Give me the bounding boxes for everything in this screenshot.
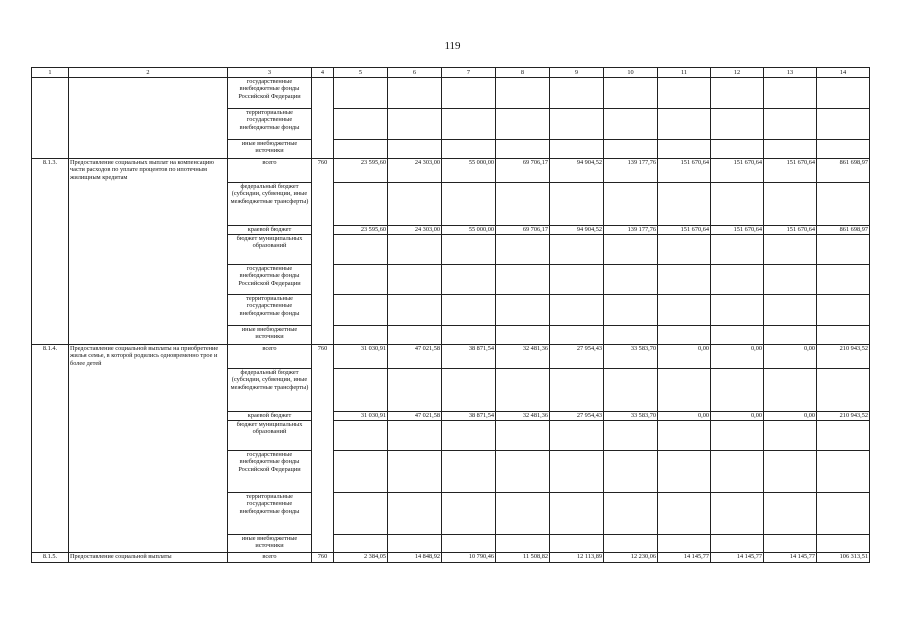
value-cell: [496, 326, 550, 345]
value-cell: [658, 295, 711, 326]
value-cell: [550, 183, 604, 226]
column-header: 3: [228, 68, 312, 78]
value-cell: 24 303,00: [388, 226, 442, 235]
source-cell: краевой бюджет: [228, 412, 312, 421]
item-number-cell: 8.1.5.: [32, 553, 69, 563]
value-cell: 2 384,05: [334, 553, 388, 563]
value-cell: [711, 369, 764, 412]
value-cell: [764, 369, 817, 412]
value-cell: 151 670,64: [658, 226, 711, 235]
source-cell: всего: [228, 159, 312, 183]
value-cell: [442, 326, 496, 345]
value-cell: [334, 421, 388, 451]
column-header: 4: [312, 68, 334, 78]
source-cell: федеральный бюджет (субсидии, субвенции, иные межбюджетные трансферты): [228, 183, 312, 226]
value-cell: [658, 535, 711, 553]
value-cell: 69 706,17: [496, 226, 550, 235]
column-header: 2: [69, 68, 228, 78]
source-cell: территориальные государственные внебюджетные фонды: [228, 493, 312, 535]
item-title-cell: Предоставление социальной выплаты на приобретение жилья семье, в которой родились одновременно трое и более детей: [69, 345, 228, 553]
value-cell: [442, 421, 496, 451]
value-cell: [604, 535, 658, 553]
value-cell: 0,00: [764, 345, 817, 369]
value-cell: [711, 451, 764, 493]
value-cell: 33 583,70: [604, 412, 658, 421]
value-cell: [711, 183, 764, 226]
value-cell: [388, 451, 442, 493]
value-cell: 33 583,70: [604, 345, 658, 369]
column-number-row: [32, 68, 870, 78]
value-cell: [496, 369, 550, 412]
value-cell: 47 021,58: [388, 412, 442, 421]
value-cell: [550, 326, 604, 345]
item-number-cell: 8.1.4.: [32, 345, 69, 553]
table-row: [32, 345, 870, 369]
value-cell: 94 904,52: [550, 159, 604, 183]
value-cell: 23 595,60: [334, 226, 388, 235]
source-cell: всего: [228, 553, 312, 563]
source-cell: краевой бюджет: [228, 226, 312, 235]
value-cell: [334, 295, 388, 326]
value-cell: 94 904,52: [550, 226, 604, 235]
value-cell: [817, 183, 870, 226]
value-cell: 14 145,77: [711, 553, 764, 563]
value-cell: [334, 183, 388, 226]
budget-table: [31, 67, 870, 563]
value-cell: 0,00: [658, 345, 711, 369]
value-cell: [388, 265, 442, 295]
value-cell: 14 145,77: [658, 553, 711, 563]
value-cell: [764, 235, 817, 265]
item-number-cell: 8.1.3.: [32, 159, 69, 345]
value-cell: 151 670,64: [711, 226, 764, 235]
column-header: 9: [550, 68, 604, 78]
value-cell: [550, 235, 604, 265]
value-cell: 139 177,76: [604, 159, 658, 183]
value-cell: 0,00: [711, 345, 764, 369]
source-cell: государственные внебюджетные фонды Российской Федерации: [228, 78, 312, 109]
column-header: 1: [32, 68, 69, 78]
source-cell: иные внебюджетные источники: [228, 535, 312, 553]
value-cell: [550, 451, 604, 493]
source-cell: бюджет муниципальных образований: [228, 421, 312, 451]
value-cell: [442, 295, 496, 326]
value-cell: [496, 493, 550, 535]
value-cell: 24 303,00: [388, 159, 442, 183]
value-cell: [817, 265, 870, 295]
code-cell: 760: [312, 553, 334, 563]
value-cell: 10 790,46: [442, 553, 496, 563]
value-cell: [817, 451, 870, 493]
value-cell: [817, 493, 870, 535]
value-cell: [658, 493, 711, 535]
value-cell: [496, 183, 550, 226]
source-cell: территориальные государственные внебюджетные фонды: [228, 295, 312, 326]
code-cell: 760: [312, 345, 334, 553]
value-cell: [764, 183, 817, 226]
value-cell: [658, 421, 711, 451]
value-cell: [388, 326, 442, 345]
value-cell: [550, 421, 604, 451]
value-cell: 55 000,00: [442, 159, 496, 183]
value-cell: [496, 235, 550, 265]
value-cell: [550, 535, 604, 553]
value-cell: [817, 535, 870, 553]
value-cell: 55 000,00: [442, 226, 496, 235]
value-cell: [658, 326, 711, 345]
value-cell: 14 145,77: [764, 553, 817, 563]
value-cell: 38 871,54: [442, 412, 496, 421]
value-cell: [388, 295, 442, 326]
table-row: [32, 78, 870, 109]
value-cell: [764, 265, 817, 295]
value-cell: 0,00: [658, 412, 711, 421]
value-cell: 38 871,54: [442, 345, 496, 369]
value-cell: [442, 451, 496, 493]
value-cell: [658, 235, 711, 265]
value-cell: [604, 369, 658, 412]
value-cell: 151 670,64: [658, 159, 711, 183]
column-header: 10: [604, 68, 658, 78]
value-cell: 139 177,76: [604, 226, 658, 235]
source-cell: иные внебюджетные источники: [228, 326, 312, 345]
value-cell: [711, 421, 764, 451]
value-cell: [764, 451, 817, 493]
column-header: 13: [764, 68, 817, 78]
value-cell: [604, 183, 658, 226]
code-cell: 760: [312, 159, 334, 345]
source-cell: государственные внебюджетные фонды Российской Федерации: [228, 265, 312, 295]
value-cell: [604, 451, 658, 493]
value-cell: [550, 295, 604, 326]
value-cell: 0,00: [711, 412, 764, 421]
value-cell: 32 481,36: [496, 412, 550, 421]
value-cell: [442, 235, 496, 265]
value-cell: [604, 235, 658, 265]
source-cell: всего: [228, 345, 312, 369]
value-cell: [604, 326, 658, 345]
table-row: [32, 553, 870, 563]
value-cell: 106 313,51: [817, 553, 870, 563]
value-cell: [550, 369, 604, 412]
value-cell: [496, 295, 550, 326]
value-cell: [388, 369, 442, 412]
value-cell: [817, 421, 870, 451]
value-cell: [550, 265, 604, 295]
value-cell: 151 670,64: [711, 159, 764, 183]
column-header: 5: [334, 68, 388, 78]
value-cell: [817, 235, 870, 265]
column-header: 14: [817, 68, 870, 78]
source-cell: государственные внебюджетные фонды Российской Федерации: [228, 451, 312, 493]
source-cell: федеральный бюджет (субсидии, субвенции, иные межбюджетные трансферты): [228, 369, 312, 412]
table-row: [32, 159, 870, 183]
value-cell: [496, 265, 550, 295]
column-header: 8: [496, 68, 550, 78]
value-cell: [817, 295, 870, 326]
value-cell: 14 848,92: [388, 553, 442, 563]
value-cell: [711, 535, 764, 553]
item-title-cell: Предоставление социальных выплат на компенсацию части расходов по уплате процентов по ипотечным жилищным кредитам: [69, 159, 228, 345]
value-cell: 12 113,89: [550, 553, 604, 563]
value-cell: [764, 535, 817, 553]
source-cell: территориальные государственные внебюджетные фонды: [228, 109, 312, 140]
value-cell: 210 943,52: [817, 345, 870, 369]
value-cell: [442, 535, 496, 553]
column-header: 6: [388, 68, 442, 78]
value-cell: [817, 369, 870, 412]
value-cell: [658, 451, 711, 493]
value-cell: [442, 493, 496, 535]
value-cell: [711, 295, 764, 326]
value-cell: [658, 369, 711, 412]
value-cell: [550, 493, 604, 535]
source-cell: иные внебюджетные источники: [228, 140, 312, 159]
value-cell: [388, 535, 442, 553]
value-cell: 861 698,97: [817, 159, 870, 183]
value-cell: [388, 493, 442, 535]
value-cell: 27 954,43: [550, 345, 604, 369]
value-cell: [817, 326, 870, 345]
value-cell: [496, 535, 550, 553]
value-cell: [604, 421, 658, 451]
value-cell: [388, 183, 442, 226]
value-cell: 210 943,52: [817, 412, 870, 421]
value-cell: 151 670,64: [764, 159, 817, 183]
value-cell: [442, 369, 496, 412]
value-cell: [711, 326, 764, 345]
value-cell: [764, 493, 817, 535]
value-cell: [604, 295, 658, 326]
item-number-cell: [32, 78, 69, 159]
value-cell: [496, 451, 550, 493]
value-cell: 23 595,60: [334, 159, 388, 183]
value-cell: [388, 421, 442, 451]
value-cell: [442, 183, 496, 226]
value-cell: 11 508,82: [496, 553, 550, 563]
value-cell: 12 230,06: [604, 553, 658, 563]
value-cell: [334, 235, 388, 265]
value-cell: 27 954,43: [550, 412, 604, 421]
value-cell: [604, 265, 658, 295]
item-title-cell: [69, 78, 228, 159]
value-cell: 31 030,91: [334, 345, 388, 369]
value-cell: [334, 265, 388, 295]
value-cell: 32 481,36: [496, 345, 550, 369]
value-cell: [764, 326, 817, 345]
value-cell: [711, 235, 764, 265]
value-cell: 151 670,64: [764, 226, 817, 235]
value-cell: [711, 265, 764, 295]
column-header: 12: [711, 68, 764, 78]
source-cell: бюджет муниципальных образований: [228, 235, 312, 265]
item-title-cell: Предоставление социальной выплаты: [69, 553, 228, 563]
code-cell: [312, 78, 334, 159]
value-cell: 861 698,97: [817, 226, 870, 235]
value-cell: 69 706,17: [496, 159, 550, 183]
value-cell: [334, 326, 388, 345]
page-number: 119: [444, 40, 461, 52]
table-body: [32, 78, 870, 563]
value-cell: [496, 421, 550, 451]
value-cell: [334, 493, 388, 535]
value-cell: [711, 493, 764, 535]
column-header: 7: [442, 68, 496, 78]
value-cell: [334, 451, 388, 493]
value-cell: [658, 183, 711, 226]
value-cell: [334, 535, 388, 553]
value-cell: 31 030,91: [334, 412, 388, 421]
column-header: 11: [658, 68, 711, 78]
value-cell: [388, 235, 442, 265]
value-cell: [442, 265, 496, 295]
value-cell: 0,00: [764, 412, 817, 421]
value-cell: [604, 493, 658, 535]
value-cell: [334, 369, 388, 412]
value-cell: [658, 265, 711, 295]
value-cell: 47 021,58: [388, 345, 442, 369]
value-cell: [764, 295, 817, 326]
value-cell: [764, 421, 817, 451]
